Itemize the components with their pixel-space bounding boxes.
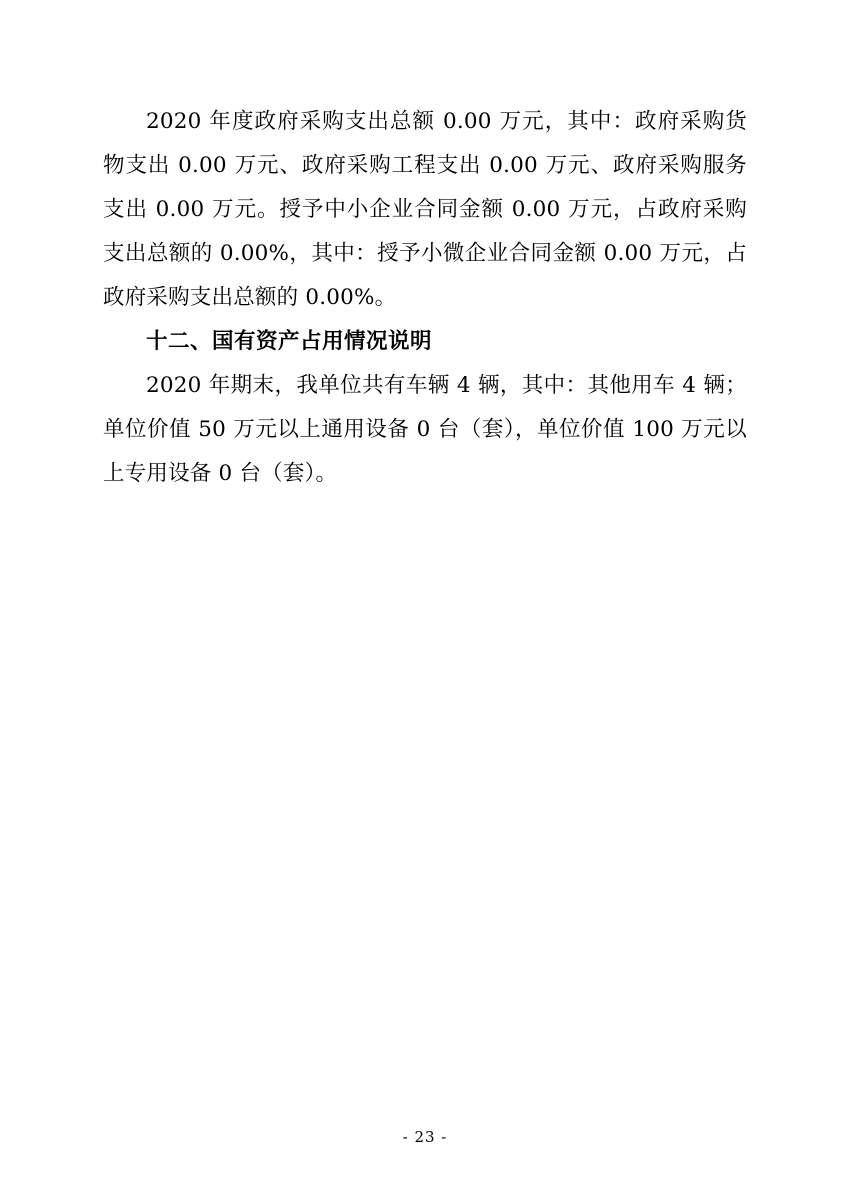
page-number: - 23 - <box>402 1128 448 1146</box>
section-heading-state-assets: 十二、国有资产占用情况说明 <box>146 329 433 354</box>
page-content <box>103 100 747 496</box>
state-assets-paragraph: 2020 年期末，我单位共有车辆 4 辆，其中：其他用车 4 辆；单位价值 50 万元以上通用设备 0 台（套），单位价值 100 万元以上专用设备 0 台（套）。 <box>103 373 747 486</box>
procurement-paragraph: 2020 年度政府采购支出总额 0.00 万元，其中：政府采购货物支出 0.00 万元、政府采购工程支出 0.00 万元、政府采购服务支出 0.00 万元。授予中小企业合同金额 0.00 万元，占政府采购支出总额的 0.00%，其中：授予小微企业合同金额 0.00 万元，占政府采购支出总额的 0.00%。 <box>103 109 747 310</box>
